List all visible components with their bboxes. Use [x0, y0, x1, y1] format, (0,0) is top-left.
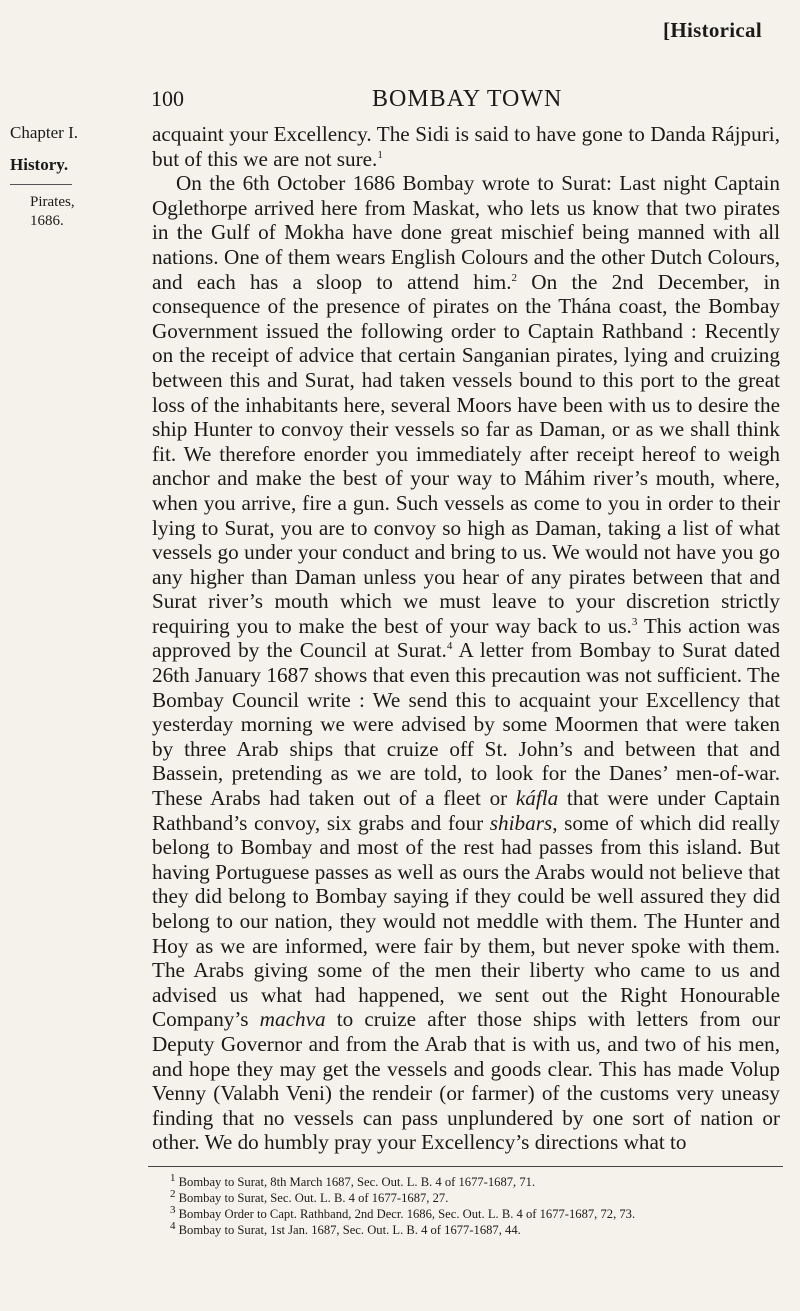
footnote-number: 1	[170, 1171, 176, 1184]
footnote-ref: 4	[446, 640, 453, 653]
footnote-ref: 3	[631, 615, 638, 628]
footnote-ref: 2	[511, 271, 517, 284]
margin-chapter: Chapter I.	[10, 123, 78, 142]
footnote-ref: 1	[377, 148, 383, 161]
margin-topic: Pirates,	[30, 194, 75, 210]
paragraph	[152, 122, 780, 171]
paragraph-text: to cruize after those ships with letters from our Deputy Governor and from the Arab that is with us, and two of his men, and hope they may get the vessels and goods clear. This has made Volup Venny (Valabh Veni) the rendeir (or farmer) of the customs very uneasy finding that no vessels can pass unplundered by one sort of nation or other. We do humbly pray your Excellency’s directions what to	[152, 1007, 781, 1155]
italic-term: shibars	[489, 810, 553, 835]
paragraph-text: This action was approved by the Council at Surat.	[152, 613, 780, 663]
footnote-number: 2	[170, 1187, 176, 1200]
margin-notes	[10, 122, 120, 231]
italic-term: machva	[259, 1007, 326, 1032]
paragraph-text: On the 6th October 1686 Bombay wrote to Surat: Last night Captain Oglethorpe arrived here from Maskat, who lets us know that two pirates in the Gulf of Mokha have done great mischief being manned with all nations. One of them wears English Colours and the other Dutch Colours, and each has a sloop to attend him.	[152, 171, 780, 294]
margin-year: 1686.	[30, 213, 64, 229]
footnote	[152, 1203, 778, 1222]
margin-rule	[10, 184, 72, 185]
paragraph-text: that were under Captain Rathband’s convoy, six grabs and four	[152, 786, 780, 835]
running-title: BOMBAY TOWN	[372, 86, 563, 112]
paragraph-text: A letter from Bombay to Surat dated 26th January 1687 shows that even this precaution was not sufficient. The Bombay Council write : We send this to acquaint your Excellency that yesterday morning we were advised by some Moormen that were taken by three Arab ships that cruize off St. John’s and between that and Bassein, pretending as we are told, to look for the Danes’ men-of-war. These Arabs had taken out of a fleet or	[152, 638, 780, 811]
footnote-text: Bombay Order to Capt. Rathband, 2nd Decr. 1686, Sec. Out. L. B. 4 of 1677-1687, 72, 73.	[175, 1207, 636, 1221]
page-number: 100	[151, 86, 184, 111]
footnotes	[152, 1171, 778, 1238]
footnote-number: 4	[170, 1219, 176, 1232]
footnote-text: Bombay to Surat, 1st Jan. 1687, Sec. Out. L. B. 4 of 1677-1687, 44.	[175, 1223, 521, 1237]
footnote-text: Bombay to Surat, 8th March 1687, Sec. Out. L. B. 4 of 1677-1687, 71.	[175, 1175, 536, 1189]
footnote	[152, 1219, 778, 1238]
paragraph-text: acquaint your Excellency. The Sidi is said to have gone to Danda Rájpuri, but of this we are not sure.	[152, 122, 780, 171]
footnote	[152, 1187, 778, 1206]
italic-term: káfla	[515, 786, 559, 811]
paragraph-text: , some of which did really belong to Bombay and most of the rest had passes from this island. But having Portuguese passes as well as ours the Arabs would not believe that they did belong to Bombay saying if they could be well assured they did belong to our nation, they would not meddle with them. The Hunter and Hoy as we are informed, were fair by them, but never spoke with them. The Arabs giving some of the men their liberty who came to us and advised us what had happened, we sent out the Right Honourable Company’s	[152, 810, 780, 1032]
section-label: [Historical	[663, 18, 762, 42]
paragraph	[152, 171, 780, 1155]
footnote-rule	[148, 1166, 783, 1167]
body-text	[152, 122, 780, 1155]
footnote-number: 3	[170, 1203, 176, 1216]
footnote-text: Bombay to Surat, Sec. Out. L. B. 4 of 1677-1687, 27.	[175, 1191, 449, 1205]
footnote	[152, 1171, 778, 1190]
paragraph-text: On the 2nd December, in consequence of the presence of pirates on the Thána coast, the Bombay Government issued the following order to Captain Rathband : Recently on the receipt of advice that certain Sanganian pirates, lying and cruizing between this and Surat, had taken vessels bound to this port to the great loss of the inhabitants here, several Moors have been with us to desire the ship Hunter to convoy their vessels so far as Daman, or as we shall think fit. We therefore enorder you immediately after receipt hereof to weigh anchor and make the best of your way to Máhim river’s mouth, where, when you arrive, fire a gun. Such vessels as come to you in order to their lying to Surat, you are to convoy so high as Daman, taking a list of what vessels go under your conduct and bring to us. We would not have you go any higher than Daman unless you hear of any pirates between that and Surat river’s mouth which we must leave to your discretion strictly requiring you to make the best of your way back to us.	[152, 269, 780, 638]
margin-section: History.	[10, 155, 69, 174]
